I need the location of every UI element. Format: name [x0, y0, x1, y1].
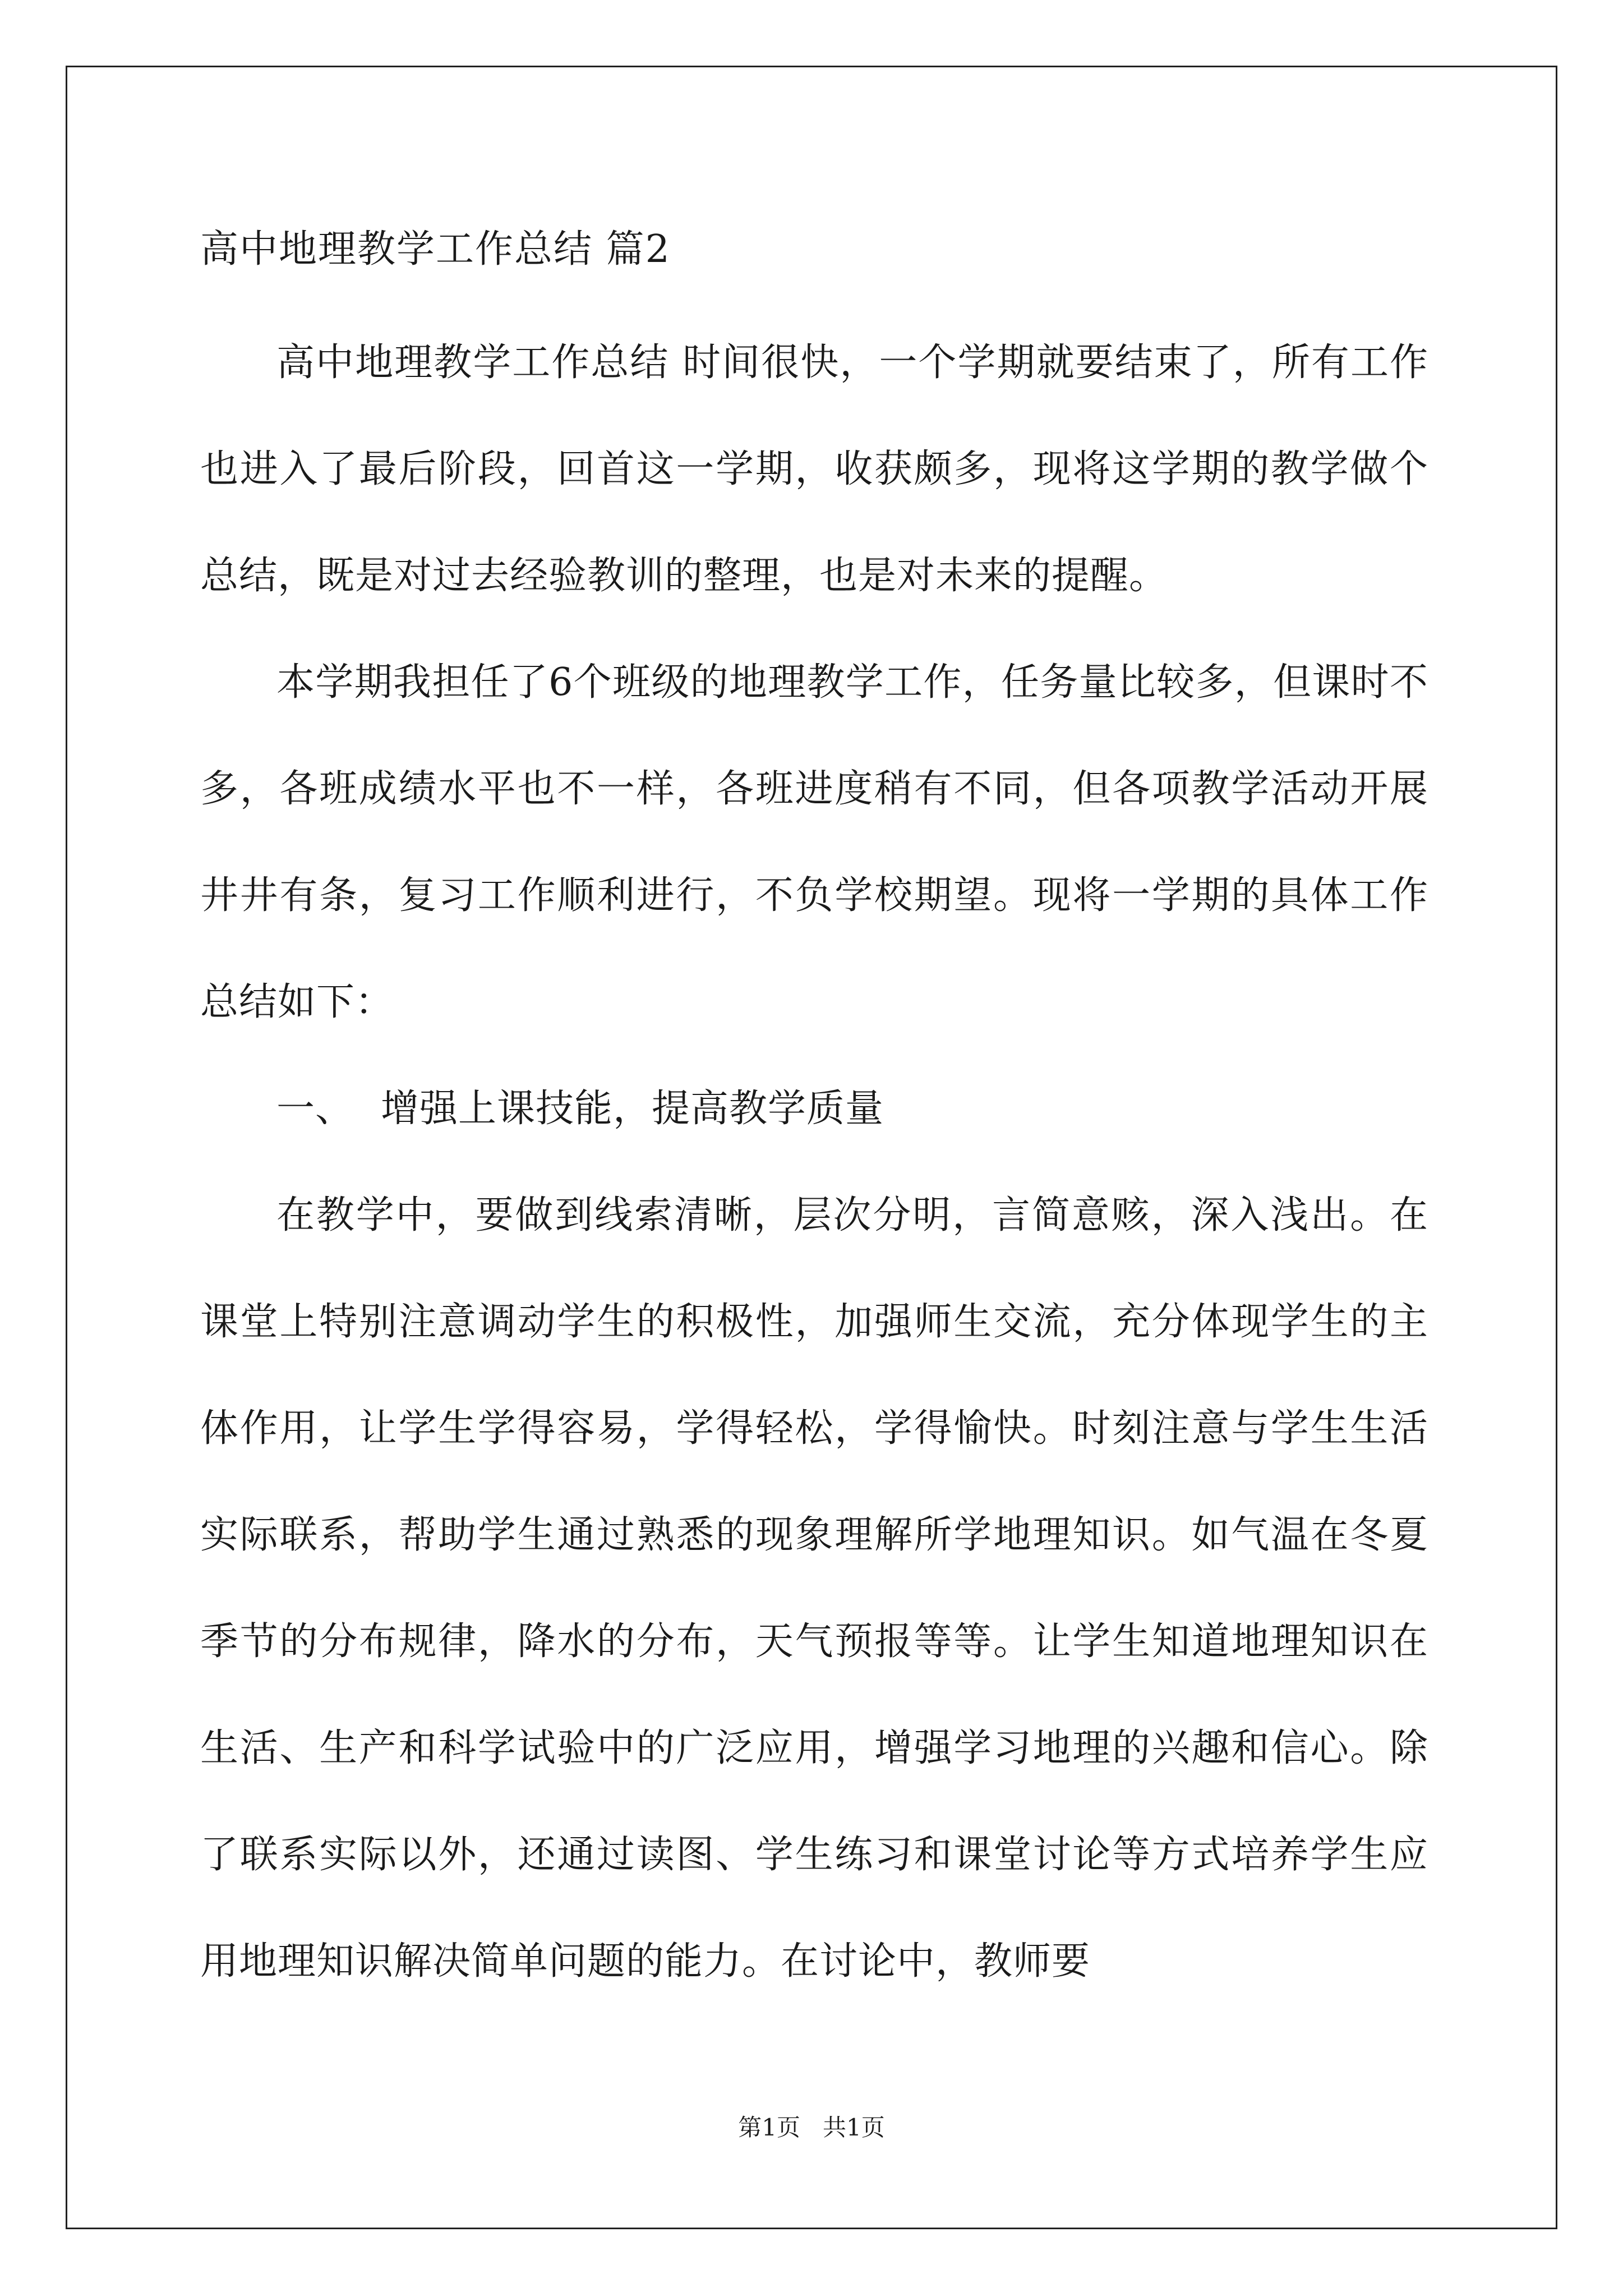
page-total: 共1页 [823, 2114, 885, 2141]
document-title: 高中地理教学工作总结 篇2 [200, 227, 671, 272]
section-number: 一、 [276, 1087, 354, 1131]
section-paragraph: 在教学中，要做到线索清晰，层次分明，言简意赅，深入浅出。在课堂上特别注意调动学生的积极性，加强师生交流，充分体现学生的主体作用，让学生学得容易，学得轻松，学得愉快。时刻注意与学生生活实际联系，帮助学生通过熟悉的现象理解所学地理知识。如气温在冬夏季节的分布规律，降水的分布，天气预报等等。让学生知道地理知识在生活、生产和科学试验中的广泛应用，增强学习地理的兴趣和信心。除了联系实际以外，还通过读图、学生练习和课堂讨论等方式培养学生应用地理知识解决简单问题的能力。在讨论中，教师要 [200, 1193, 1428, 1984]
overview-paragraph: 本学期我担任了6个班级的地理教学工作，任务量比较多，但课时不多，各班成绩水平也不一样，各班进度稍有不同，但各项教学活动开展井井有条，复习工作顺利进行，不负学校期望。现将一学期的具体工作总结如下： [200, 660, 1428, 1024]
intro-paragraph: 高中地理教学工作总结 时间很快，一个学期就要结束了，所有工作也进入了最后阶段，回首这一学期，收获颇多，现将这学期的教学做个总结，既是对过去经验教训的整理，也是对未来的提醒。 [200, 341, 1428, 598]
document-body [200, 208, 1428, 2015]
page-footer [0, 2114, 1623, 2142]
section-heading [200, 1056, 1428, 1162]
section-title: 增强上课技能，提高教学质量 [381, 1087, 884, 1131]
page-number: 第1页 [738, 2114, 800, 2141]
